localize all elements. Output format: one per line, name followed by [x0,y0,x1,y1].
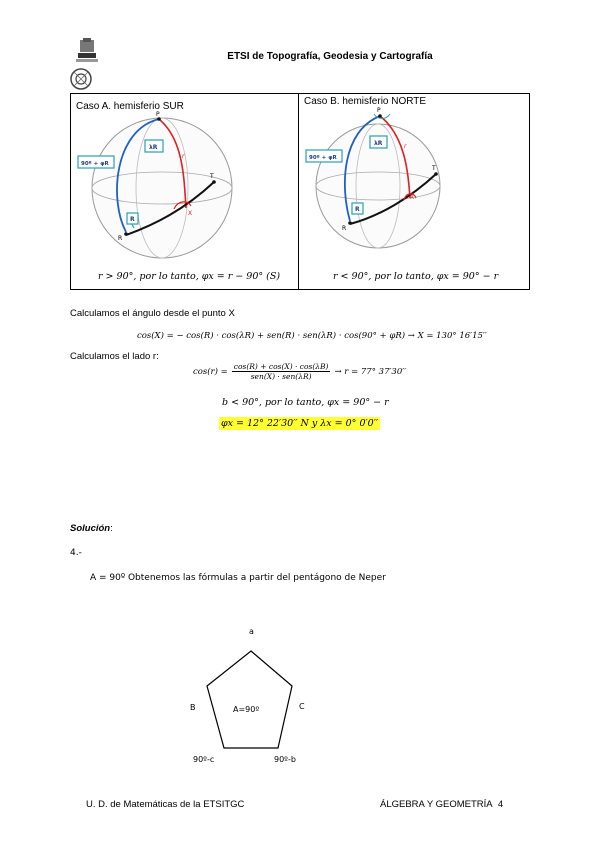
label-Rbox: R [130,216,135,223]
left-caption: r > 90°, por lo tanto, φx = r − 90° (S) [98,271,281,282]
label-phiR: 90º + φR [309,155,337,161]
label-Rbox: R [355,206,360,213]
label-lambdaR: λR [374,140,383,147]
pentagon-bottom-right-label: 90º-b [274,755,296,764]
solution-colon: : [110,523,113,534]
equation-cos-x: cos(X) = − cos(R) · cos(λR) + sen(R) · sen(λR) · cos(90° + φR) → X = 130° 16′15′′ [137,331,487,341]
label-R: R [342,225,347,232]
label-r: r [182,153,185,160]
equation-cos-r-lhs: cos(r) = [193,366,228,377]
footer-subject: ÁLGEBRA Y GEOMETRÍA [380,799,493,810]
problem-statement: A = 90º Obtenemos las fórmulas a partir del pentágono de Neper [90,573,386,583]
sphere-north-diagram [300,106,526,266]
problem-number: 4.- [70,548,82,558]
label-T: T [432,165,436,172]
angle-heading: Calculamos el ángulo desde el punto X [70,308,235,319]
solution-label [70,523,113,534]
neper-pentagon [180,620,330,770]
pentagon-bottom-left-label: 90º-c [193,755,215,764]
label-P: P [377,107,381,114]
label-phiR: 90º + φR [81,161,109,167]
footer-left: U. D. de Matemáticas de la ETSITGC [86,799,245,810]
label-R: R [118,235,123,242]
figure-divider [298,93,299,290]
label-lambdaR: λR [149,144,158,151]
equation-cos-r-numerator: cos(R) + cos(X) · cos(λB) [233,362,329,371]
school-crest-logo [70,68,92,90]
equation-cos-r-rhs: → r = 77° 37′30′′ [334,366,407,377]
pentagon-left-label: B [190,703,196,712]
final-coordinates: φx = 12° 22′30′′ N y λx = 0° 0′0′′ [221,418,379,429]
equation-cos-r [193,362,406,381]
sphere-south-diagram [74,110,296,268]
equation-cos-r-denominator: sen(X) · sen(λR) [250,372,312,381]
result-highlight [219,418,380,429]
label-X: X [188,210,193,217]
label-X: X [410,194,415,201]
footer-right [380,799,503,810]
page-number: 4 [497,799,504,810]
pentagon-top-label: a [249,627,254,636]
pentagon-right-label: C [299,702,305,711]
right-caption: r < 90°, por lo tanto, φx = 90° − r [333,271,499,282]
header-institution: ETSI de Topografía, Geodesia y Cartografía [227,51,433,62]
label-r: r [404,143,407,150]
university-logo [76,38,98,62]
pentagon-center-label: A=90º [233,705,260,714]
left-figure-title: Caso A. hemisferio SUR [76,101,184,112]
right-figure-title: Caso B. hemisferio NORTE [304,96,427,107]
label-T: T [210,173,214,180]
solution-label-text: Solución [70,523,111,534]
label-P: P [156,111,160,118]
equation-b-condition: b < 90°, por lo tanto, φx = 90° − r [222,397,389,408]
equation-cos-r-fraction [232,362,331,381]
side-heading: Calculamos el lado r: [70,351,159,362]
